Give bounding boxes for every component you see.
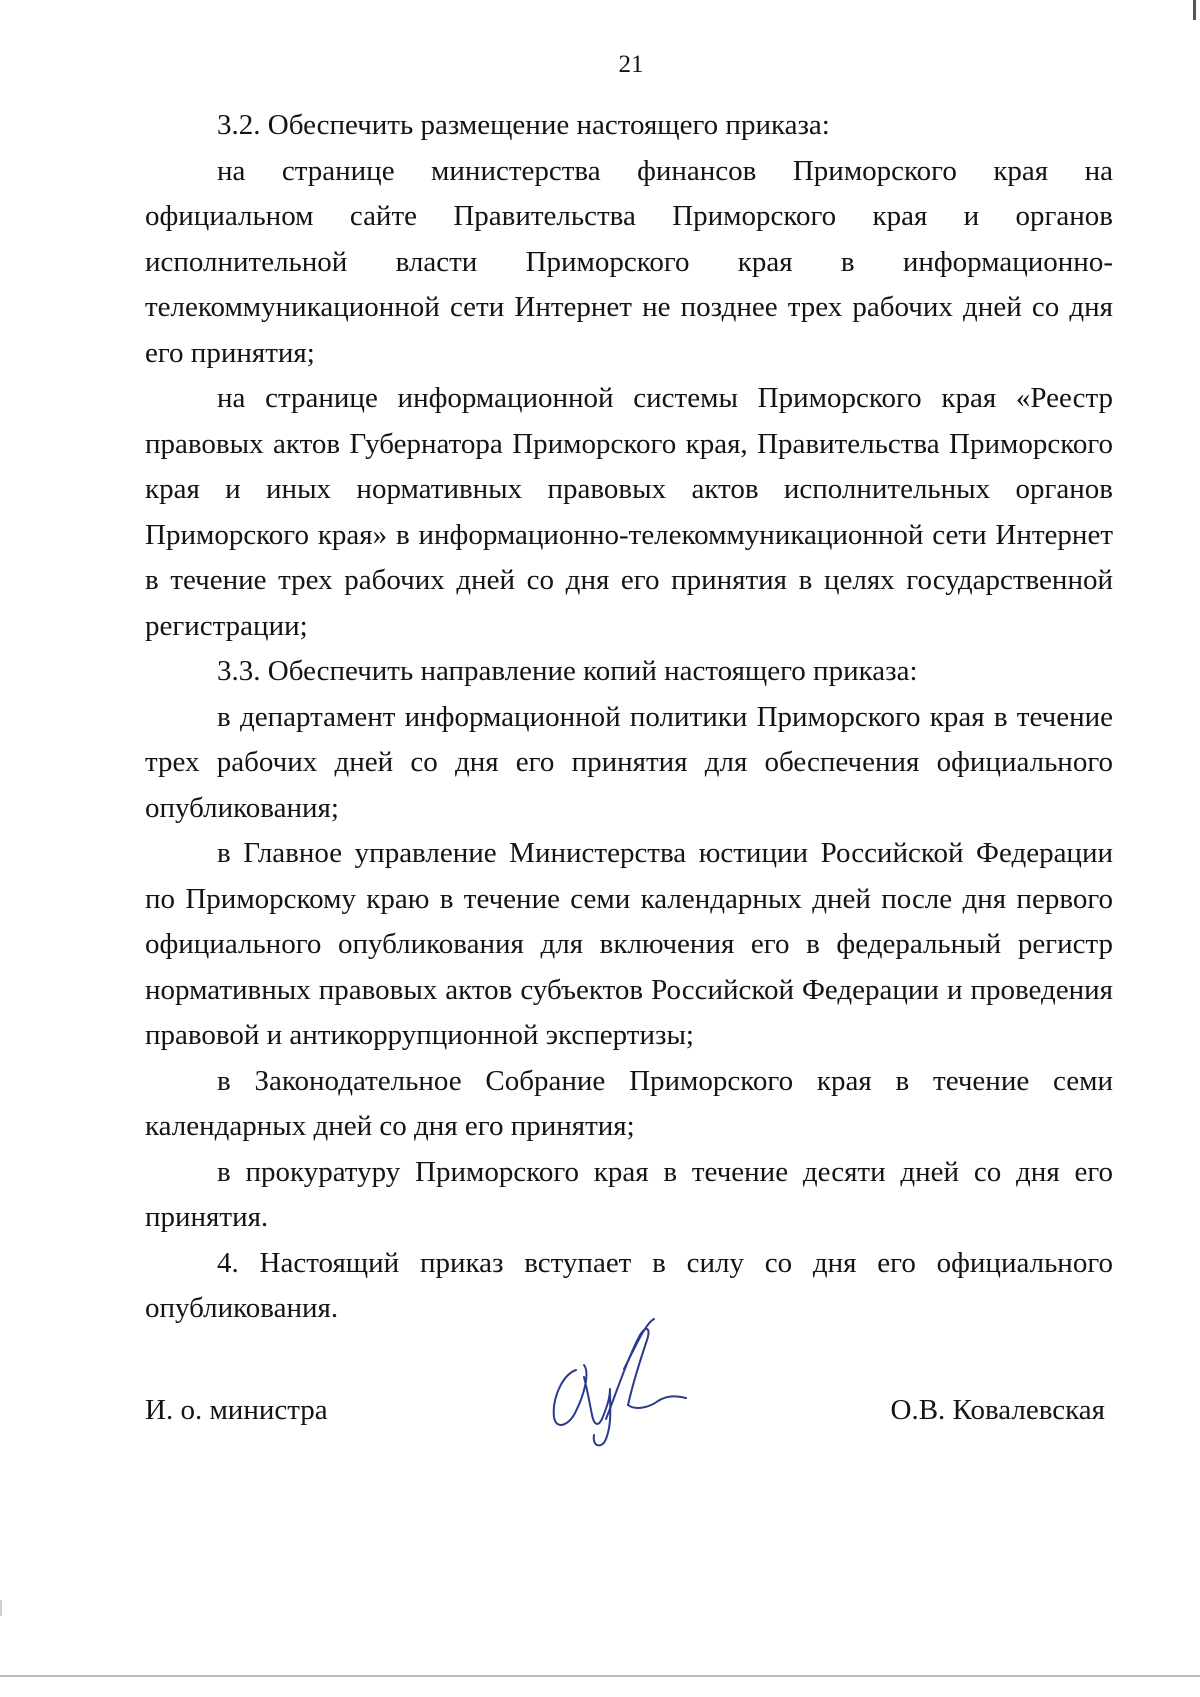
signature-stroke-2	[584, 1377, 610, 1445]
paragraph-government-site: на странице министерства финансов Приморского края на официальном сайте Правительства Приморского края и органов исполнительной власти Приморского края в информационно-телекоммуникационной сети Интернет не позднее трех рабочих дней со дня его принятия;	[145, 154, 1113, 369]
scan-bottom-edge	[0, 1675, 1200, 1677]
scan-edge-tick	[0, 1600, 2, 1616]
signatory-title: И. о. министра	[145, 1394, 328, 1426]
paragraph-prosecutor-office: в прокуратуру Приморского края в течение десяти дней со дня его принятия.	[145, 1155, 1113, 1233]
page-number: 21	[618, 51, 644, 78]
paragraph-info-policy-department: в департамент информационной политики Приморского края в течение трех рабочих дней со дня его принятия для обеспечения официального опубликования;	[145, 700, 1113, 824]
signature-stroke-4	[628, 1396, 686, 1408]
paragraph-3-2: 3.2. Обеспечить размещение настоящего приказа:	[217, 109, 830, 141]
signature-stroke-1	[554, 1365, 587, 1425]
signatory-name: О.В. Ковалевская	[890, 1394, 1105, 1426]
paragraph-registry-system: на странице информационной системы Приморского края «Реестр правовых актов Губернатора Приморского края, Правительства Приморского края и иных нормативных правовых актов исполнительных органов Приморского края» в информационно-телекоммуникационной сети Интернет в течение трех рабочих дней со дня его принятия в целях государственной регистрации;	[145, 382, 1113, 642]
handwritten-signature	[540, 1315, 690, 1450]
paragraph-ministry-of-justice: в Главное управление Министерства юстиции Российской Федерации по Приморскому краю в течение семи календарных дней после дня первого официального опубликования для включения его в федеральный регистр нормативных правовых актов субъектов Российской Федерации и проведения правовой и антикоррупционной экспертизы;	[145, 837, 1113, 1051]
scan-edge-mark	[1193, 0, 1196, 20]
paragraph-legislative-assembly: в Законодательное Собрание Приморского края в течение семи календарных дней со дня его принятия;	[145, 1064, 1113, 1142]
paragraph-3-3: 3.3. Обеспечить направление копий настоящего приказа:	[217, 655, 918, 687]
document-body	[145, 103, 1113, 1332]
paragraph-4-entry-into-force: 4. Настоящий приказ вступает в силу со дня его официального опубликования.	[145, 1246, 1113, 1324]
